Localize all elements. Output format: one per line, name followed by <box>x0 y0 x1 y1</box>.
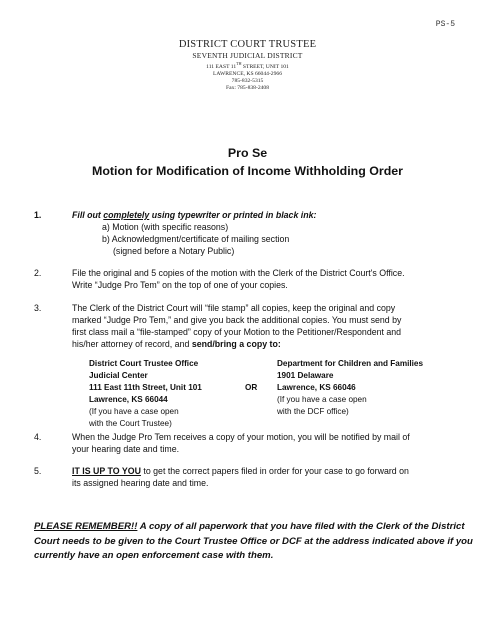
address-line: 1901 Delaware <box>277 371 334 380</box>
address-line: District Court Trustee Office <box>89 359 199 368</box>
phone-line: 785-832-5315 <box>231 77 264 84</box>
reminder-lead: PLEASE REMEMBER!! <box>34 521 138 532</box>
reminder-text: A copy of all paperwork that you have filed with the Clerk of the District Court needs to be given to the Court Trustee Office or DCF at the address indicated above if you currently have an open enforcement case with them. <box>34 521 473 561</box>
step-1-lead-post: using typewriter or printed in black ink: <box>149 210 317 220</box>
step-4-line-1: When the Judge Pro Tem receives a copy of your motion, you will be notified by mail of <box>72 432 410 442</box>
step-1-lead <box>72 209 316 221</box>
address-note: (If you have a case open <box>277 395 367 404</box>
step-5-line-2: its assigned hearing date and time. <box>72 478 209 488</box>
street-sup: TH <box>236 61 242 66</box>
step-5-line-1-rest: to get the correct papers filed in order for your case to go forward on <box>140 466 409 476</box>
step-3-line-1: The Clerk of the District Court will “file stamp” all copies, keep the original and copy <box>72 303 396 313</box>
or-label: OR <box>245 383 258 392</box>
letterhead-contact <box>0 60 495 92</box>
step-5-lead: IT IS UP TO YOU <box>72 466 141 476</box>
step-1-lead-pre: Fill out <box>72 210 104 220</box>
step-1-item-b-note: (signed before a Notary Public) <box>113 246 235 256</box>
step-1-item-a: a) Motion (with specific reasons) <box>102 222 229 232</box>
street-pre: 111 EAST 11 <box>206 63 237 70</box>
title-line-2: Motion for Modification of Income Withholding Order <box>92 164 403 178</box>
street-post: STREET, UNIT 101 <box>241 63 289 70</box>
step-4-line-2: your hearing date and time. <box>72 444 180 454</box>
address-line: Judicial Center <box>89 371 148 380</box>
dcf-address <box>277 358 423 418</box>
step-3-line-2: marked “Judge Pro Tem,” and give you back the additional copies. You must send by <box>72 315 402 325</box>
step-2-number: 2. <box>34 268 42 278</box>
street-address <box>0 60 495 71</box>
court-trustee-address <box>89 358 202 430</box>
step-2-line-1: File the original and 5 copies of the motion with the Clerk of the District Court's Office. <box>72 268 405 278</box>
district-name: SEVENTH JUDICIAL DISTRICT <box>192 51 303 60</box>
address-line: Lawrence, KS 66044 <box>89 395 168 404</box>
step-1-item-b: b) Acknowledgment/certificate of mailing section <box>102 234 290 244</box>
address-line: 111 East 11th Street, Unit 101 <box>89 383 202 392</box>
step-4-number: 4. <box>34 432 42 442</box>
address-note: with the DCF office) <box>277 407 349 416</box>
step-3-line-3: first class mail a “file-stamped” copy of your Motion to the Petitioner/Respondent and <box>72 327 402 337</box>
address-note: (If you have a case open <box>89 407 179 416</box>
step-5-line-1 <box>72 465 409 477</box>
step-1-lead-under: completely <box>103 210 150 220</box>
city-line: LAWRENCE, KS 66044-2966 <box>212 70 282 77</box>
reminder-paragraph <box>34 520 474 564</box>
address-line: Department for Children and Families <box>277 359 424 368</box>
step-3-line-4 <box>72 338 281 350</box>
title-line-1: Pro Se <box>227 146 268 160</box>
org-name: DISTRICT COURT TRUSTEE <box>178 39 317 50</box>
address-note: with the Court Trustee) <box>89 419 172 428</box>
page-id: PS-5 <box>435 20 455 29</box>
step-2-line-2: Write “Judge Pro Tem” on the top of one of your copies. <box>72 280 288 290</box>
step-5-number: 5. <box>34 466 42 476</box>
step-1-number: 1. <box>34 210 42 220</box>
step-3-line-4-bold: send/bring a copy to: <box>191 339 281 349</box>
address-line: Lawrence, KS 66046 <box>277 383 356 392</box>
step-3-number: 3. <box>34 303 42 313</box>
fax-line: Fax: 785-838-2408 <box>225 84 270 91</box>
step-3-line-4-pre: his/her attorney of record, and <box>72 339 192 349</box>
